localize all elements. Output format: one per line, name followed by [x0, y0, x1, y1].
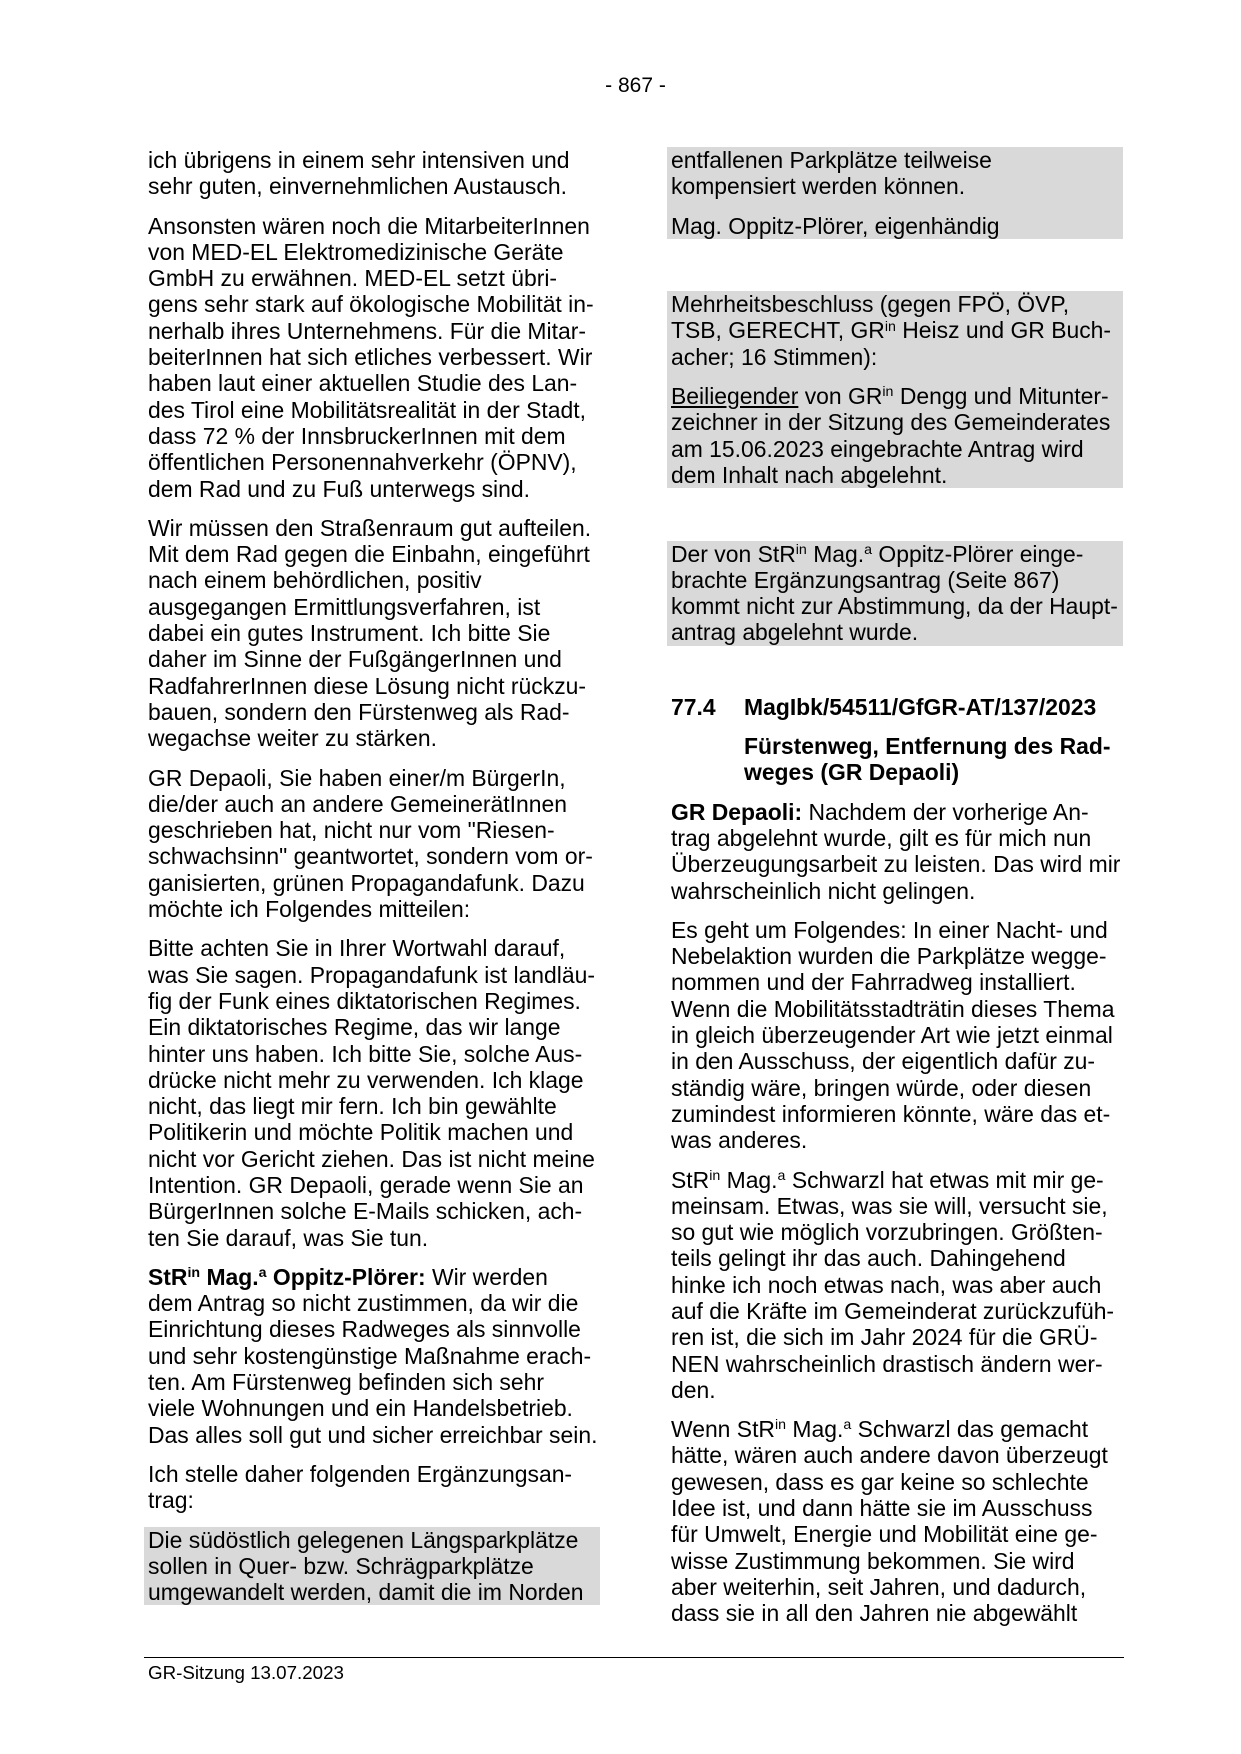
- speaker-name: GR Depaoli:: [671, 798, 803, 825]
- schwarzl-text-c: Schwarzl hat etwas mit mir ge- meinsam. Etwas, was sie will, versucht sie, so gut wie möglich vorzubringen. Größten- teils gelingt ihr das auch. Dahingehend hinke ich noch etwas nach, was aber auch auf die Kräfte im Gemeinderat zurückzufüh- ren ist, die sich im Jahr 2024 für die GRÜ- NEN wahrscheinlich drastisch ändern wer- den.: [671, 1166, 1115, 1403]
- paragraph-med-el: Ansonsten wären noch die MitarbeiterInnen von MED-EL Elektromedizinische Geräte GmbH zu erwähnen. MED-EL setzt übri- gens sehr stark auf ökologische Mobilität in- nerhalb ihres Unternehmens. Für die Mitar- beiterInnen hat sich etliches verbessert. Wir haben laut einer aktuellen Studie des Lan- des Tirol eine Mobilitätsrealität in der Stadt, dass 72 % der InnsbruckerInnen mit dem öffentlichen Personennahverkehr (ÖPNV), dem Rad und zu Fuß unterwegs sind.: [148, 212, 594, 502]
- note-text: [671, 541, 1123, 646]
- agenda-item-title: Fürstenweg, Entfernung des Rad- weges (GR Depaoli): [744, 733, 1111, 786]
- schwarzl-suffix-b: a: [777, 1167, 786, 1184]
- motion-box: [144, 1527, 600, 1606]
- page-number: - 867 -: [605, 74, 666, 97]
- resolution-box: [667, 291, 1123, 488]
- speech-depaoli: [671, 799, 1123, 904]
- if-schwarzl-text-b: Mag.: [786, 1416, 844, 1443]
- note-text-c: Oppitz-Plörer einge- brachte Ergänzungsantrag (Seite 867) kommt nicht zur Abstimmung, da der Haupt- antrag abgelehnt wurde.: [671, 540, 1118, 646]
- note-suffix-a: in: [795, 541, 807, 558]
- agenda-item-number: 77.4: [671, 693, 716, 720]
- resolution-suffix: in: [884, 318, 896, 335]
- speaker-role: StR: [148, 1263, 188, 1290]
- footer-divider: [144, 1657, 1124, 1658]
- motion-text-end: entfallenen Parkplätze teilweise kompensiert werden können.: [671, 147, 992, 200]
- rejection-suffix: in: [882, 384, 894, 401]
- agenda-item-heading: [671, 694, 1123, 720]
- note-text-a: Der von StR: [671, 540, 796, 567]
- blank-line: [671, 252, 1123, 278]
- paragraph-schwarzl: [671, 1167, 1123, 1404]
- paragraph-exchange: ich übrigens in einem sehr intensiven und sehr guten, einvernehmlichen Austausch.: [148, 147, 570, 200]
- if-schwarzl-text-c: Schwarzl das gemacht hätte, wären auch andere davon überzeugt gewesen, dass es gar keine so schlechte Idee ist, und dann hätte sie im Ausschuss für Umwelt, Energie und Mobilität eine ge- wisse Zustimmung bekommen. Sie wird aber weiterhin, seit Jahren, und dadurch, dass sie in all den Jahren nie abgewählt: [671, 1416, 1108, 1627]
- left-column: [148, 147, 600, 1605]
- speaker-name: Oppitz-Plörer:: [266, 1263, 426, 1290]
- paragraph-word-choice: Bitte achten Sie in Ihrer Wortwahl darauf, was Sie sagen. Propagandafunk ist landläu- fig der Funk eines diktatorischen Regimes. Ein diktatorisches Regime, das wir lange hinter uns haben. Ich bitte Sie, solche Aus- drücke nicht mehr zu verwenden. Ich klage nicht, das liegt mir fern. Ich bin gewählte Politikerin und möchte Politik machen und nicht vor Gericht ziehen. Das ist nicht meine Intention. GR Depaoli, gerade wenn Sie an BürgerInnen solche E-Mails schicken, ach- ten Sie darauf, was Sie tun.: [148, 935, 595, 1251]
- speech-oppitz-ploerer: [148, 1264, 600, 1448]
- if-schwarzl-suffix-a: in: [774, 1417, 787, 1434]
- blank-line: [671, 501, 1123, 527]
- agenda-item-reference: MagIbk/54511/GfGR-AT/137/2023: [744, 693, 1097, 720]
- schwarzl-text-a: StR: [671, 1166, 710, 1193]
- if-schwarzl-suffix-b: a: [843, 1417, 852, 1434]
- speaker-title: Mag.: [200, 1263, 259, 1290]
- paragraph-propaganda: GR Depaoli, Sie haben einer/m BürgerIn, die/der auch an andere GemeinerätInnen geschrieben hat, nicht nur vom "Riesen- schwachsinn" geantwortet, sondern vom or- ganisierten, grünen Propagandafunk. Dazu möchte ich Folgendes mitteilen:: [148, 764, 593, 923]
- note-text-b: Mag.: [806, 540, 865, 567]
- rejection-text-b: Dengg und Mitunter- zeichner in der Sitzung des Gemeinderates am 15.06.2023 eingebrachte Antrag wird dem Inhalt nach abgelehnt.: [671, 383, 1111, 488]
- paragraph-if-schwarzl: [671, 1416, 1123, 1626]
- rejection-underlined-word: Beiliegender: [671, 383, 799, 410]
- paragraph-night-action: Es geht um Folgendes: In einer Nacht- und Nebelaktion wurden die Parkplätze wegge- nommen und der Fahrradweg installiert. Wenn die Mobilitätsstadträtin dieses Thema in gleich überzeugender Art wie jetzt einmal in den Ausschuss, der eigentlich dafür zu- ständig wäre, bringen würde, oder diesen zumindest informieren könnte, wäre das et- was anderes.: [671, 916, 1115, 1154]
- right-column: [671, 147, 1123, 1627]
- note-box: [667, 541, 1123, 646]
- resolution-text-a: Mehrheitsbeschluss (gegen FPÖ, ÖVP, TSB, GERECHT, GR: [671, 291, 1070, 344]
- if-schwarzl-text-a: Wenn StR: [671, 1416, 775, 1443]
- motion-box-continued: [667, 147, 1123, 239]
- speech-text: Wir werden dem Antrag so nicht zustimmen, da wir die Einrichtung dieses Radweges als sinnvolle und sehr kostengünstige Maßnahme erach- ten. Am Fürstenweg befinden sich sehr viele Wohnungen und ein Handelsbetrieb. Das alles soll gut und sicher erreichbar sein.: [148, 1263, 598, 1448]
- resolution-vote: [671, 291, 1123, 370]
- motion-text: Die südöstlich gelegenen Längsparkplätze sollen in Quer- bzw. Schrägparkplätze umgewandelt werden, damit die im Norden: [148, 1526, 584, 1606]
- resolution-rejection: [671, 383, 1123, 488]
- speaker-title-suffix: a: [258, 1265, 267, 1282]
- motion-signature: Mag. Oppitz-Plörer, eigenhändig: [671, 212, 1000, 239]
- speaker-role-suffix: in: [187, 1265, 201, 1282]
- note-suffix-b: a: [864, 541, 873, 558]
- paragraph-motion-intro: Ich stelle daher folgenden Ergänzungsan- trag:: [148, 1460, 573, 1514]
- resolution-text-b: Heisz und GR Buch- acher; 16 Stimmen):: [671, 317, 1112, 370]
- speech-text: Nachdem der vorherige An- trag abgelehnt wurde, gilt es für mich nun Überzeugungsarbeit zu leisten. Das wird mir wahrscheinlich nicht gelingen.: [671, 798, 1121, 904]
- footer-session-date: GR-Sitzung 13.07.2023: [148, 1662, 344, 1683]
- schwarzl-suffix-a: in: [709, 1167, 721, 1184]
- rejection-text-a: von GR: [798, 383, 883, 410]
- paragraph-street-space: Wir müssen den Straßenraum gut aufteilen. Mit dem Rad gegen die Einbahn, eingeführt nach einem behördlichen, positiv ausgegangen Ermittlungsverfahren, ist dabei ein gutes Instrument. Ich bitte Sie daher im Sinne der FußgängerInnen und RadfahrerInnen diese Lösung nicht rückzu- bauen, sondern den Fürstenweg als Rad- wegachse weiter zu stärken.: [148, 514, 592, 752]
- schwarzl-text-b: Mag.: [720, 1166, 778, 1193]
